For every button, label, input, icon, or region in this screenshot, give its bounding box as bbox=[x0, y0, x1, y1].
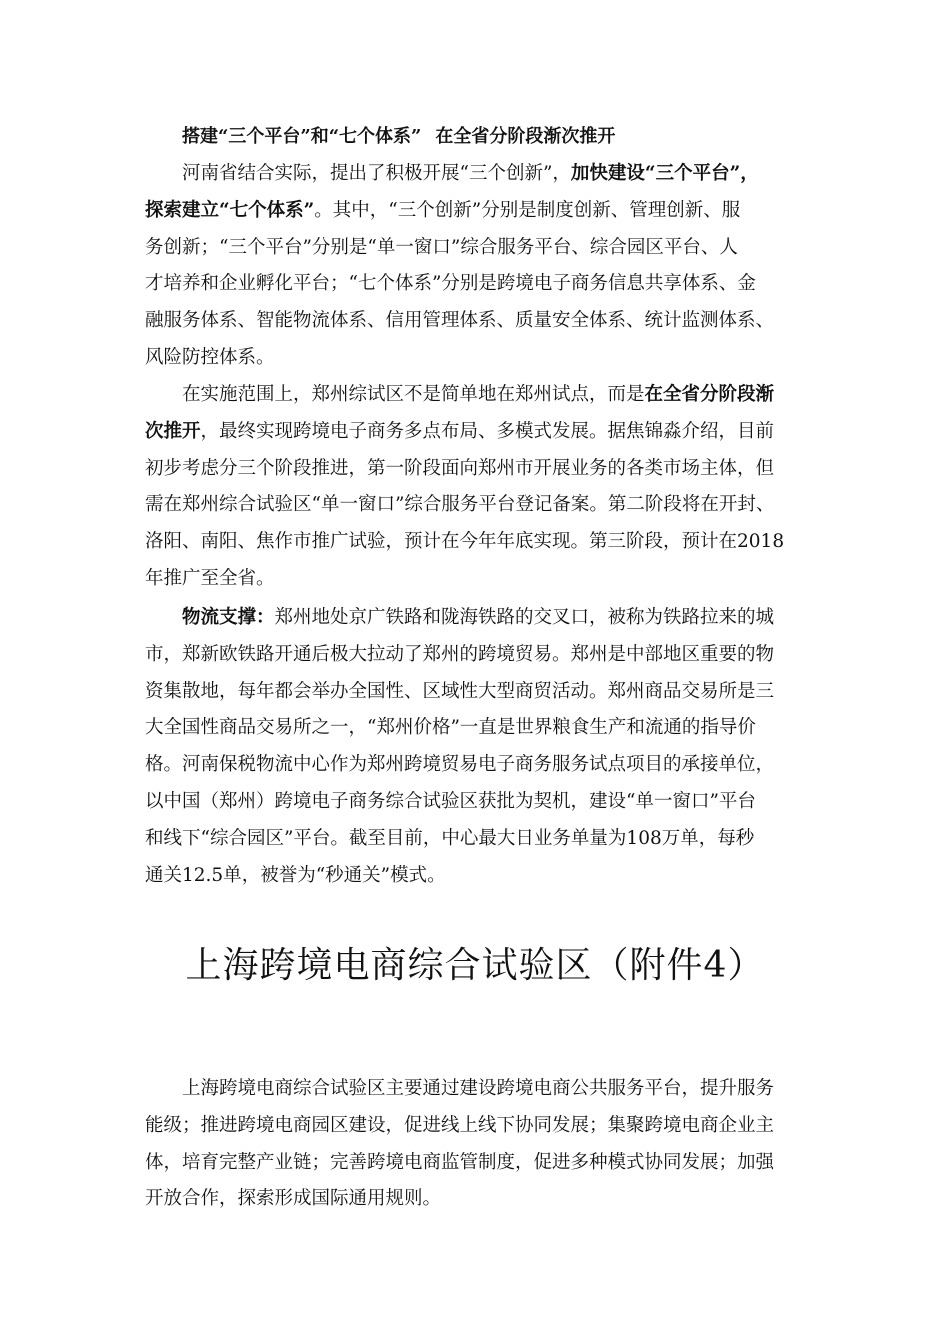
text-line: 格。河南保税物流中心作为郑州跨境贸易电子商务服务试点项目的承接单位， bbox=[145, 754, 775, 776]
text-span: 。其中，“三个创新”分别是制度创新、管理创新、服 bbox=[314, 199, 741, 221]
text-line: 需在郑州综合试验区“单一窗口”综合服务平台登记备案。第二阶段将在开封、 bbox=[145, 494, 775, 516]
bold-phrase: 探索建立“七个体系” bbox=[145, 199, 315, 221]
text-line: 上海跨境电商综合试验区主要通过建设跨境电商公共服务平台，提升服务 bbox=[182, 1078, 775, 1099]
text-span: ，最终实现跨境电子商务多点布局、多模式发展。据焦锦淼介绍，目前 bbox=[200, 420, 775, 442]
section-heading bbox=[182, 119, 615, 155]
text-line: 和线下“综合园区”平台。截至目前，中心最大日业务单量为108万单，每秒 bbox=[145, 827, 755, 849]
text-line: 体，培育完整产业链；完善跨境电商监管制度，促进多种模式协同发展；加强 bbox=[145, 1151, 775, 1173]
bold-phrase: 次推开 bbox=[145, 420, 201, 442]
section-heading-part-a: 搭建“三个平台”和“七个体系” bbox=[182, 126, 422, 147]
text-line: 以中国（郑州）跨境电子商务综合试验区获批为契机，建设“单一窗口”平台 bbox=[145, 790, 756, 812]
text-line: 资集散地，每年都会举办全国性、区域性大型商贸活动。郑州商品交易所是三 bbox=[145, 680, 775, 702]
paragraph-platforms bbox=[145, 156, 820, 377]
text-line: 风险防控体系。 bbox=[145, 346, 275, 368]
text-line: 能级；推进跨境电商园区建设，促进线上线下协同发展；集聚跨境电商企业主 bbox=[145, 1114, 775, 1136]
bold-phrase: 加快建设“三个平台”， bbox=[570, 163, 759, 184]
text-line: 开放合作，探索形成国际通用规则。 bbox=[145, 1188, 442, 1210]
text-line: 初步考虑分三个阶段推进，第一阶段面向郑州市开展业务的各类市场主体，但 bbox=[145, 457, 775, 479]
section-heading-part-b: 在全省分阶段渐次推开 bbox=[435, 126, 616, 147]
text-line: 大全国性商品交易所之一，“郑州价格”一直是世界粮食生产和流通的指导价 bbox=[145, 717, 756, 739]
paragraph-scope bbox=[145, 377, 820, 598]
paragraph-logistics bbox=[145, 600, 820, 894]
bold-phrase: 在全省分阶段渐 bbox=[644, 384, 775, 405]
text-line: 洛阳、南阳、焦作市推广试验，预计在今年年底实现。第三阶段，预计在2018 bbox=[145, 531, 785, 553]
text-line: 才培养和企业孵化平台；“七个体系”分别是跨境电子商务信息共享体系、金 bbox=[145, 273, 756, 295]
paragraph-shanghai bbox=[145, 1071, 820, 1218]
text-span: 郑州地处京广铁路和陇海铁路的交叉口，被称为铁路拉来的城 bbox=[274, 607, 775, 628]
text-line: 年推广至全省。 bbox=[145, 567, 275, 589]
text-line: 融服务体系、智能物流体系、信用管理体系、质量安全体系、统计监测体系、 bbox=[145, 310, 775, 332]
logistics-label: 物流支撑： bbox=[182, 607, 275, 628]
text-line: 通关12.5单，被誉为“秒通关”模式。 bbox=[145, 864, 446, 886]
text-line: 务创新；“三个平台”分别是“单一窗口”综合服务平台、综合园区平台、人 bbox=[145, 236, 738, 258]
text-line: 市，郑新欧铁路开通后极大拉动了郑州的跨境贸易。郑州是中部地区重要的物 bbox=[145, 643, 775, 665]
page-title: 上海跨境电商综合试验区（附件4） bbox=[185, 945, 765, 986]
text-span: 河南省结合实际，提出了积极开展“三个创新”， bbox=[182, 163, 571, 184]
text-span: 在实施范围上，郑州综试区不是简单地在郑州试点，而是 bbox=[182, 384, 645, 405]
